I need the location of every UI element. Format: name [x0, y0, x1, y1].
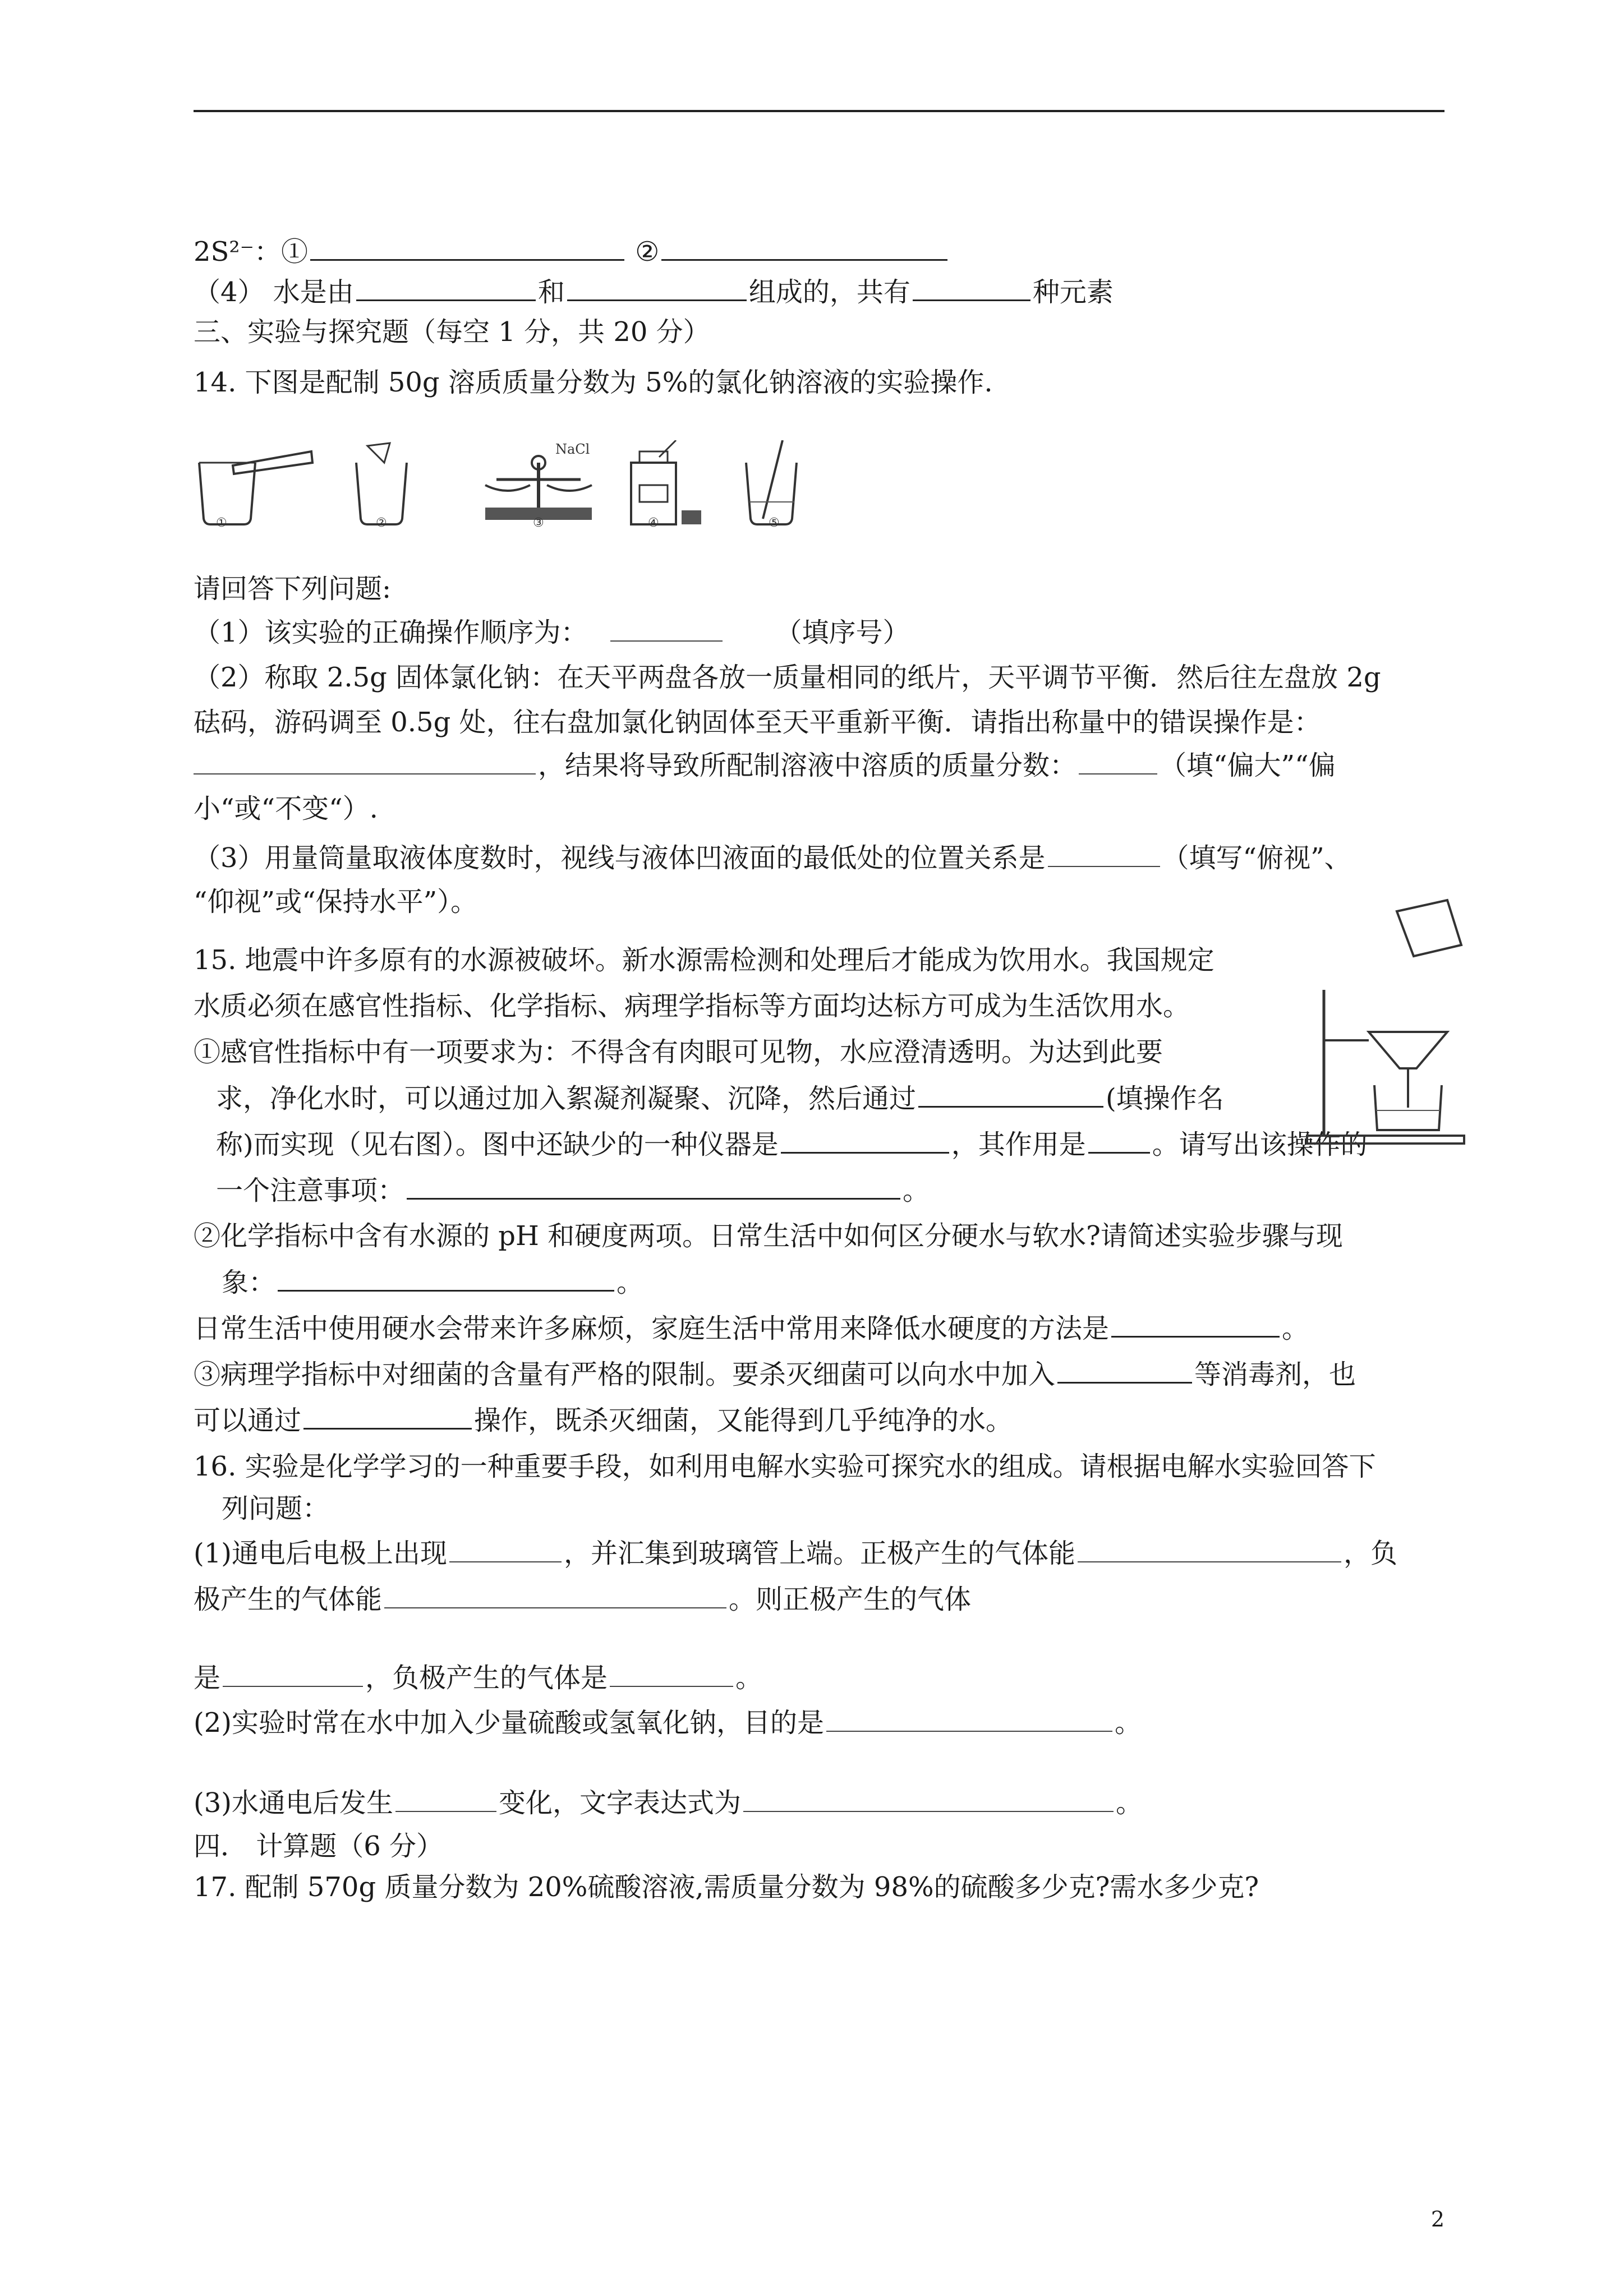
fig-label-2: ② [376, 516, 387, 530]
q15-line4: 求，净化水时，可以通过加入絮凝剂凝聚、沉降，然后通过 (填操作名 [216, 1081, 1224, 1115]
fig-label-3: ③ [533, 516, 544, 530]
filtration-apparatus-icon [1301, 895, 1470, 1147]
blank-mass-fraction[interactable] [1079, 749, 1157, 774]
blank-2s-1[interactable] [310, 234, 624, 261]
blank-bubbles[interactable] [449, 1537, 562, 1562]
blank-negative-gas-property[interactable] [384, 1583, 726, 1608]
blank-distillation[interactable] [303, 1403, 472, 1430]
q16-line7: (3)水通电后发生 变化，文字表达式为 。 [194, 1787, 1143, 1819]
q14-part3-b: “仰视”或“保持水平”）。 [194, 886, 478, 918]
q15-line9: 日常生活中使用硬水会带来许多麻烦，家庭生活中常用来降低水硬度的方法是 。 [194, 1311, 1309, 1345]
q15-line10: ③病理学指标中对细菌的含量有严格的限制。要杀灭细菌可以向水中加入 等消毒剂，也 [194, 1357, 1356, 1391]
blank-sightline[interactable] [1048, 841, 1160, 867]
q15-line7: ②化学指标中含有水源的 pH 和硬度两项。日常生活中如何区分硬水与软水?请简述实验步骤与现 [194, 1220, 1343, 1252]
nacl-label: NaCl [555, 441, 590, 457]
q15-line3: ①感官性指标中有一项要求为：不得含有肉眼可见物，水应澄清透明。为达到此要 [194, 1036, 1163, 1068]
q14-figures [194, 440, 811, 533]
blank-negative-gas[interactable] [610, 1661, 733, 1687]
q14-part1: （1）该实验的正确操作顺序为： （填序号） [194, 617, 910, 648]
q14-title: 14. 下图是配制 50g 溶质质量分数为 5%的氯化钠溶液的实验操作. [194, 367, 993, 398]
blank-change-type[interactable] [395, 1786, 496, 1812]
blank-positive-gas[interactable] [223, 1661, 363, 1687]
q17: 17. 配制 570g 质量分数为 20%硫酸溶液,需质量分数为 98%的硫酸多少克?需水多少克? [194, 1871, 1259, 1903]
q14-part3-a: （3）用量筒量取液体度数时，视线与液体凹液面的最低处的位置关系是 （填写“俯视”、 [194, 842, 1351, 874]
q13-4-line: （4） 水是由 和 组成的，共有 种元素 [194, 275, 1114, 309]
section-4-heading: 四． 计算题（6 分） [194, 1831, 444, 1862]
blank-precaution[interactable] [407, 1173, 900, 1200]
q16-line5: 是 ，负极产生的气体是 。 [194, 1662, 763, 1694]
blank-word-equation[interactable] [743, 1786, 1114, 1812]
blank-2s-2[interactable] [661, 234, 947, 261]
blank-element-count[interactable] [913, 275, 1030, 301]
q14-part2-b: 砝码，游码调至 0.5g 处，往右盘加氯化钠固体至天平重新平衡．请指出称量中的错误操作是： [194, 707, 1321, 738]
blank-purpose[interactable] [826, 1706, 1112, 1732]
q15-line2: 水质必须在感官性指标、化学指标、病理学指标等方面均达标方可成为生活饮用水。 [194, 990, 1190, 1022]
blank-error-operation[interactable] [194, 749, 536, 774]
section-3-heading: 三、实验与探究题（每空 1 分，共 20 分） [194, 316, 710, 348]
q16-line3: (1)通电后电极上出现 ，并汇集到玻璃管上端。正极产生的气体能 ，负 [194, 1538, 1398, 1569]
blank-missing-instrument[interactable] [781, 1127, 949, 1154]
blank-disinfectant[interactable] [1057, 1357, 1192, 1384]
q14-intro: 请回答下列问题: [194, 573, 392, 605]
blank-function[interactable] [1088, 1127, 1150, 1154]
blank-softening-method[interactable] [1111, 1311, 1280, 1338]
page-number: 2 [1430, 2207, 1444, 2232]
bottle-icon [625, 440, 715, 533]
q14-part2-d: 小“或“不变“）. [194, 793, 378, 824]
q16-line4: 极产生的气体能 。则正极产生的气体 [194, 1584, 972, 1615]
ion-2s-line: 2S²⁻：① ② [194, 234, 950, 269]
fig-label-5: ⑤ [769, 516, 780, 530]
q14-part2-c: ，结果将导致所配制溶液中溶质的质量分数： （填“偏大”“偏 [194, 749, 1336, 782]
blank-order[interactable] [610, 616, 723, 642]
header-rule [194, 110, 1444, 112]
blank-hard-soft-water[interactable] [278, 1265, 614, 1292]
q16-line2: 列问题： [222, 1493, 330, 1524]
blank-water-1[interactable] [356, 275, 536, 301]
beaker-pour-icon [194, 440, 317, 533]
q15-line11: 可以通过 操作，既杀灭细菌，又能得到几乎纯净的水。 [194, 1403, 1013, 1437]
q16-line6: (2)实验时常在水中加入少量硫酸或氢氧化钠，目的是 。 [194, 1707, 1142, 1739]
q16-line1: 16. 实验是化学学习的一种重要手段，如利用电解水实验可探究水的组成。请根据电解水实验回答下 [194, 1451, 1376, 1482]
fig-label-4: ④ [648, 516, 659, 530]
blank-operation-name[interactable] [918, 1081, 1103, 1108]
q15-line1: 15. 地震中许多原有的水源被破坏。新水源需检测和处理后才能成为饮用水。我国规定 [194, 944, 1214, 976]
q15-line6: 一个注意事项： 。 [216, 1173, 930, 1207]
q15-line5: 称)而实现（见右图）。图中还缺少的一种仪器是 ，其作用是 。请写出该操作的 [216, 1127, 1368, 1161]
blank-positive-gas-property[interactable] [1078, 1537, 1341, 1562]
blank-water-2[interactable] [567, 275, 747, 301]
fig-label-1: ① [216, 516, 227, 530]
q15-line8: 象： 。 [222, 1265, 643, 1299]
q14-part2-a: （2）称取 2.5g 固体氯化钠：在天平两盘各放一质量相同的纸片，天平调节平衡．然后往左盘放 2g [194, 662, 1381, 693]
